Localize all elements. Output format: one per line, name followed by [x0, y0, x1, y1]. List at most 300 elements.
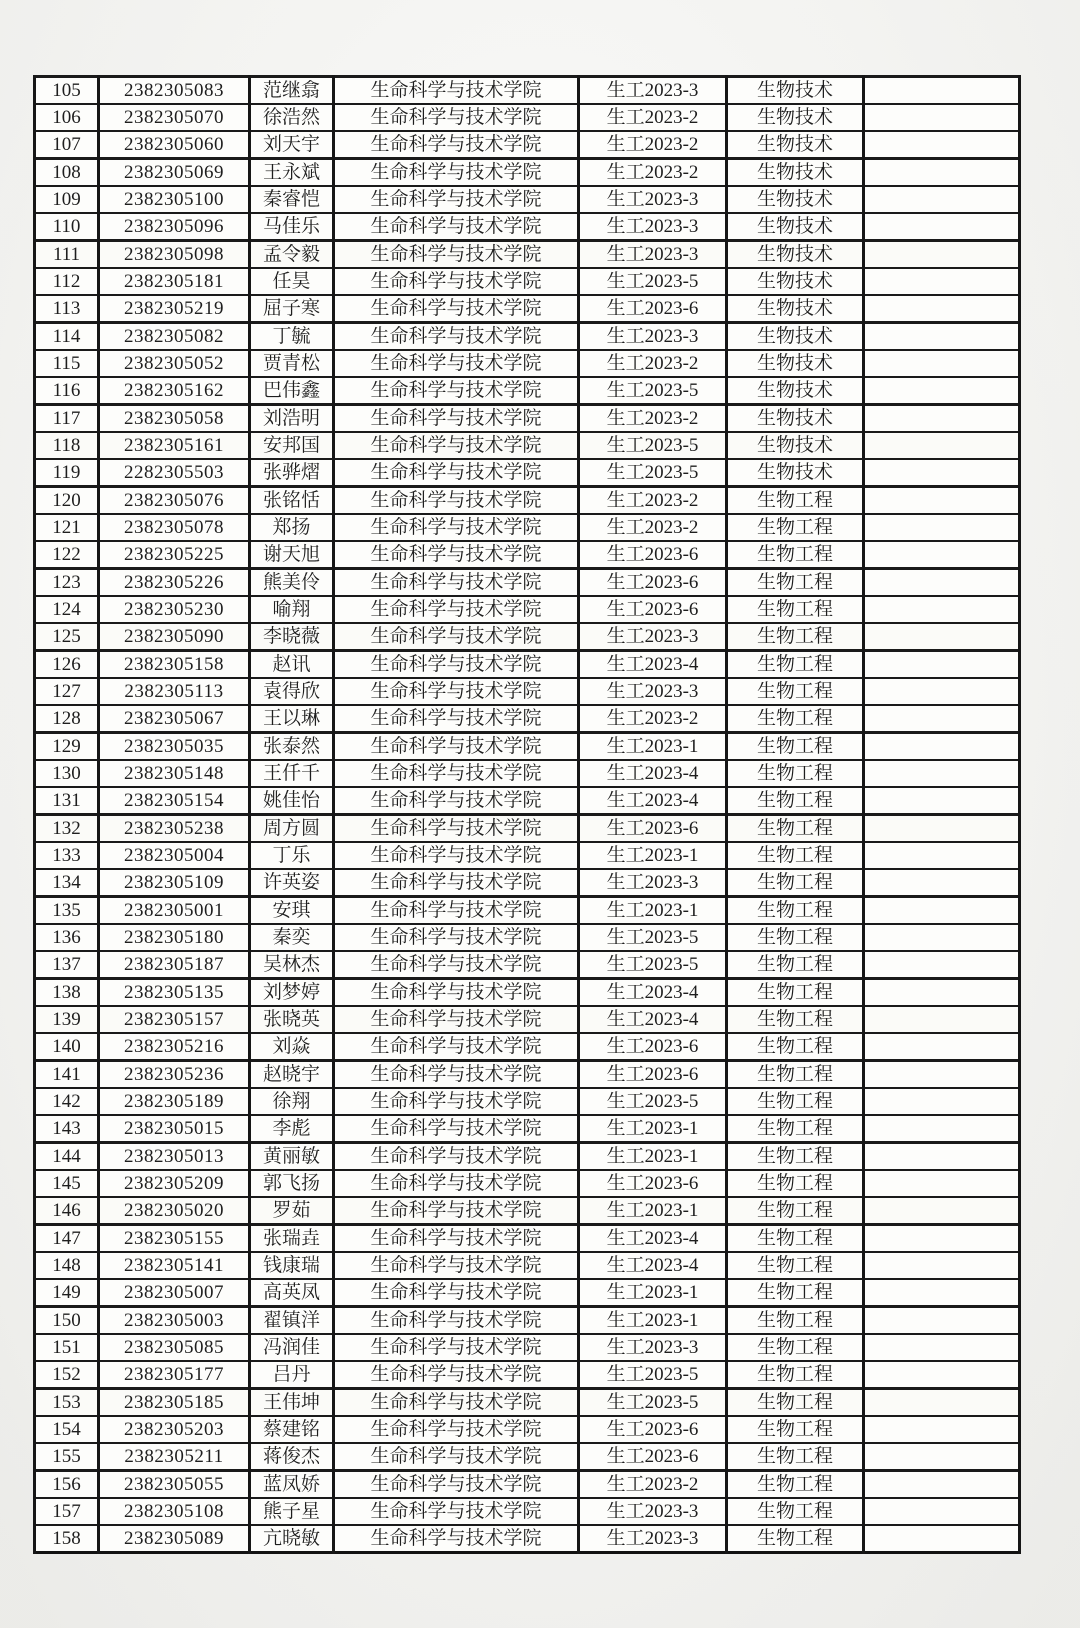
student-id-cell: 2382305058 [99, 405, 250, 433]
college-cell: 生命科学与技术学院 [334, 1061, 579, 1089]
college-cell: 生命科学与技术学院 [334, 213, 579, 241]
major-cell: 生物工程 [727, 1143, 864, 1171]
table-row [35, 869, 1020, 897]
class-cell: 生工2023-5 [579, 1389, 727, 1417]
remark-cell [864, 1088, 1020, 1115]
row-number-cell: 155 [35, 1443, 99, 1471]
row-number-cell: 157 [35, 1498, 99, 1525]
student-name-cell: 王仟千 [250, 760, 334, 787]
table-row [35, 1197, 1020, 1225]
class-cell: 生工2023-3 [579, 1334, 727, 1361]
college-cell: 生命科学与技术学院 [334, 541, 579, 569]
major-cell: 生物工程 [727, 1498, 864, 1525]
major-cell: 生物工程 [727, 869, 864, 897]
student-id-cell: 2382305020 [99, 1197, 250, 1225]
student-id-cell: 2382305109 [99, 869, 250, 897]
college-cell: 生命科学与技术学院 [334, 760, 579, 787]
student-id-cell: 2382305226 [99, 569, 250, 597]
student-name-cell: 贾青松 [250, 350, 334, 377]
table-row [35, 159, 1020, 187]
student-name-cell: 李彪 [250, 1115, 334, 1143]
major-cell: 生物工程 [727, 678, 864, 705]
college-cell: 生命科学与技术学院 [334, 951, 579, 979]
student-id-cell: 2382305069 [99, 159, 250, 187]
major-cell: 生物工程 [727, 1471, 864, 1499]
table-row [35, 131, 1020, 159]
student-name-cell: 冯润佳 [250, 1334, 334, 1361]
row-number-cell: 139 [35, 1006, 99, 1033]
major-cell: 生物技术 [727, 377, 864, 405]
major-cell: 生物工程 [727, 815, 864, 843]
student-name-cell: 巴伟鑫 [250, 377, 334, 405]
college-cell: 生命科学与技术学院 [334, 1334, 579, 1361]
row-number-cell: 117 [35, 405, 99, 433]
class-cell: 生工2023-5 [579, 924, 727, 951]
class-cell: 生工2023-2 [579, 350, 727, 377]
student-name-cell: 孟令毅 [250, 241, 334, 269]
college-cell: 生命科学与技术学院 [334, 651, 579, 679]
table-row [35, 1471, 1020, 1499]
row-number-cell: 115 [35, 350, 99, 377]
student-name-cell: 马佳乐 [250, 213, 334, 241]
student-id-cell: 2382305135 [99, 979, 250, 1007]
remark-cell [864, 951, 1020, 979]
table-row [35, 596, 1020, 623]
class-cell: 生工2023-2 [579, 1471, 727, 1499]
class-cell: 生工2023-6 [579, 1061, 727, 1089]
student-name-cell: 刘焱 [250, 1033, 334, 1061]
student-id-cell: 2382305004 [99, 842, 250, 869]
class-cell: 生工2023-3 [579, 241, 727, 269]
class-cell: 生工2023-6 [579, 596, 727, 623]
remark-cell [864, 815, 1020, 843]
remark-cell [864, 104, 1020, 131]
remark-cell [864, 733, 1020, 761]
remark-cell [864, 487, 1020, 515]
table-row [35, 350, 1020, 377]
major-cell: 生物工程 [727, 596, 864, 623]
class-cell: 生工2023-3 [579, 869, 727, 897]
college-cell: 生命科学与技术学院 [334, 1361, 579, 1389]
remark-cell [864, 760, 1020, 787]
student-name-cell: 许英姿 [250, 869, 334, 897]
remark-cell [864, 1170, 1020, 1197]
major-cell: 生物工程 [727, 1006, 864, 1033]
major-cell: 生物工程 [727, 1088, 864, 1115]
major-cell: 生物技术 [727, 405, 864, 433]
table-row [35, 1361, 1020, 1389]
student-id-cell: 2382305070 [99, 104, 250, 131]
college-cell: 生命科学与技术学院 [334, 323, 579, 351]
student-name-cell: 安琪 [250, 897, 334, 925]
row-number-cell: 111 [35, 241, 99, 269]
remark-cell [864, 295, 1020, 323]
major-cell: 生物技术 [727, 268, 864, 295]
student-name-cell: 王以琳 [250, 705, 334, 733]
student-name-cell: 秦睿恺 [250, 186, 334, 213]
class-cell: 生工2023-3 [579, 323, 727, 351]
remark-cell [864, 405, 1020, 433]
major-cell: 生物工程 [727, 1443, 864, 1471]
class-cell: 生工2023-2 [579, 159, 727, 187]
table-row [35, 541, 1020, 569]
student-name-cell: 丁乐 [250, 842, 334, 869]
major-cell: 生物工程 [727, 487, 864, 515]
college-cell: 生命科学与技术学院 [334, 1170, 579, 1197]
student-id-cell: 2382305141 [99, 1252, 250, 1279]
student-name-cell: 熊子星 [250, 1498, 334, 1525]
student-name-cell: 亢晓敏 [250, 1525, 334, 1553]
remark-cell [864, 678, 1020, 705]
major-cell: 生物工程 [727, 1170, 864, 1197]
student-id-cell: 2382305236 [99, 1061, 250, 1089]
class-cell: 生工2023-1 [579, 842, 727, 869]
remark-cell [864, 1498, 1020, 1525]
student-id-cell: 2382305015 [99, 1115, 250, 1143]
row-number-cell: 150 [35, 1307, 99, 1335]
student-id-cell: 2382305209 [99, 1170, 250, 1197]
major-cell: 生物工程 [727, 569, 864, 597]
major-cell: 生物工程 [727, 1061, 864, 1089]
student-name-cell: 范继翕 [250, 77, 334, 105]
remark-cell [864, 186, 1020, 213]
row-number-cell: 148 [35, 1252, 99, 1279]
class-cell: 生工2023-5 [579, 1361, 727, 1389]
remark-cell [864, 1307, 1020, 1335]
remark-cell [864, 1197, 1020, 1225]
major-cell: 生物工程 [727, 1033, 864, 1061]
major-cell: 生物工程 [727, 760, 864, 787]
college-cell: 生命科学与技术学院 [334, 514, 579, 541]
class-cell: 生工2023-5 [579, 268, 727, 295]
row-number-cell: 133 [35, 842, 99, 869]
remark-cell [864, 1361, 1020, 1389]
student-name-cell: 张晓英 [250, 1006, 334, 1033]
college-cell: 生命科学与技术学院 [334, 432, 579, 459]
student-name-cell: 任昊 [250, 268, 334, 295]
row-number-cell: 142 [35, 1088, 99, 1115]
table-row [35, 377, 1020, 405]
remark-cell [864, 897, 1020, 925]
student-id-cell: 2382305003 [99, 1307, 250, 1335]
major-cell: 生物技术 [727, 186, 864, 213]
class-cell: 生工2023-3 [579, 1498, 727, 1525]
remark-cell [864, 241, 1020, 269]
major-cell: 生物工程 [727, 951, 864, 979]
student-id-cell: 2382305189 [99, 1088, 250, 1115]
college-cell: 生命科学与技术学院 [334, 678, 579, 705]
class-cell: 生工2023-6 [579, 295, 727, 323]
row-number-cell: 131 [35, 787, 99, 815]
major-cell: 生物工程 [727, 1416, 864, 1443]
college-cell: 生命科学与技术学院 [334, 1115, 579, 1143]
student-id-cell: 2382305007 [99, 1279, 250, 1307]
row-number-cell: 130 [35, 760, 99, 787]
class-cell: 生工2023-3 [579, 186, 727, 213]
row-number-cell: 154 [35, 1416, 99, 1443]
class-cell: 生工2023-6 [579, 1416, 727, 1443]
remark-cell [864, 213, 1020, 241]
major-cell: 生物工程 [727, 1307, 864, 1335]
student-name-cell: 吕丹 [250, 1361, 334, 1389]
college-cell: 生命科学与技术学院 [334, 1252, 579, 1279]
student-id-cell: 2382305162 [99, 377, 250, 405]
remark-cell [864, 541, 1020, 569]
student-id-cell: 2382305187 [99, 951, 250, 979]
student-name-cell: 罗茹 [250, 1197, 334, 1225]
class-cell: 生工2023-2 [579, 405, 727, 433]
remark-cell [864, 1033, 1020, 1061]
table-row [35, 1307, 1020, 1335]
student-id-cell: 2382305185 [99, 1389, 250, 1417]
row-number-cell: 153 [35, 1389, 99, 1417]
remark-cell [864, 432, 1020, 459]
college-cell: 生命科学与技术学院 [334, 1525, 579, 1553]
student-id-cell: 2382305211 [99, 1443, 250, 1471]
major-cell: 生物工程 [727, 733, 864, 761]
major-cell: 生物技术 [727, 350, 864, 377]
row-number-cell: 158 [35, 1525, 99, 1553]
college-cell: 生命科学与技术学院 [334, 1389, 579, 1417]
class-cell: 生工2023-6 [579, 1033, 727, 1061]
college-cell: 生命科学与技术学院 [334, 1498, 579, 1525]
student-id-cell: 2382305067 [99, 705, 250, 733]
major-cell: 生物技术 [727, 295, 864, 323]
class-cell: 生工2023-5 [579, 432, 727, 459]
row-number-cell: 136 [35, 924, 99, 951]
row-number-cell: 132 [35, 815, 99, 843]
student-name-cell: 李晓薇 [250, 623, 334, 651]
student-name-cell: 袁得欣 [250, 678, 334, 705]
student-id-cell: 2382305113 [99, 678, 250, 705]
student-id-cell: 2382305001 [99, 897, 250, 925]
major-cell: 生物工程 [727, 1334, 864, 1361]
student-name-cell: 蒋俊杰 [250, 1443, 334, 1471]
row-number-cell: 128 [35, 705, 99, 733]
student-id-cell: 2382305085 [99, 1334, 250, 1361]
class-cell: 生工2023-3 [579, 1525, 727, 1553]
student-id-cell: 2382305082 [99, 323, 250, 351]
college-cell: 生命科学与技术学院 [334, 268, 579, 295]
student-id-cell: 2282305503 [99, 459, 250, 487]
student-id-cell: 2382305100 [99, 186, 250, 213]
major-cell: 生物技术 [727, 323, 864, 351]
class-cell: 生工2023-1 [579, 1115, 727, 1143]
remark-cell [864, 323, 1020, 351]
class-cell: 生工2023-1 [579, 733, 727, 761]
remark-cell [864, 596, 1020, 623]
class-cell: 生工2023-5 [579, 459, 727, 487]
row-number-cell: 114 [35, 323, 99, 351]
major-cell: 生物工程 [727, 705, 864, 733]
student-id-cell: 2382305225 [99, 541, 250, 569]
college-cell: 生命科学与技术学院 [334, 1197, 579, 1225]
student-id-cell: 2382305148 [99, 760, 250, 787]
remark-cell [864, 569, 1020, 597]
class-cell: 生工2023-6 [579, 815, 727, 843]
college-cell: 生命科学与技术学院 [334, 924, 579, 951]
row-number-cell: 140 [35, 1033, 99, 1061]
student-name-cell: 谢天旭 [250, 541, 334, 569]
student-name-cell: 蓝凤娇 [250, 1471, 334, 1499]
row-number-cell: 105 [35, 77, 99, 105]
college-cell: 生命科学与技术学院 [334, 787, 579, 815]
student-name-cell: 秦奕 [250, 924, 334, 951]
class-cell: 生工2023-2 [579, 705, 727, 733]
major-cell: 生物工程 [727, 897, 864, 925]
remark-cell [864, 651, 1020, 679]
class-cell: 生工2023-4 [579, 787, 727, 815]
table-row [35, 623, 1020, 651]
remark-cell [864, 705, 1020, 733]
row-number-cell: 109 [35, 186, 99, 213]
class-cell: 生工2023-4 [579, 651, 727, 679]
remark-cell [864, 131, 1020, 159]
major-cell: 生物工程 [727, 979, 864, 1007]
table-row [35, 213, 1020, 241]
student-name-cell: 郭飞扬 [250, 1170, 334, 1197]
student-name-cell: 周方圆 [250, 815, 334, 843]
remark-cell [864, 377, 1020, 405]
college-cell: 生命科学与技术学院 [334, 733, 579, 761]
college-cell: 生命科学与技术学院 [334, 1143, 579, 1171]
class-cell: 生工2023-4 [579, 1006, 727, 1033]
row-number-cell: 144 [35, 1143, 99, 1171]
student-name-cell: 黄丽敏 [250, 1143, 334, 1171]
college-cell: 生命科学与技术学院 [334, 350, 579, 377]
class-cell: 生工2023-1 [579, 1279, 727, 1307]
college-cell: 生命科学与技术学院 [334, 1416, 579, 1443]
table-row [35, 1115, 1020, 1143]
student-id-cell: 2382305078 [99, 514, 250, 541]
student-name-cell: 王永斌 [250, 159, 334, 187]
row-number-cell: 122 [35, 541, 99, 569]
major-cell: 生物工程 [727, 1225, 864, 1253]
table-row [35, 241, 1020, 269]
row-number-cell: 110 [35, 213, 99, 241]
student-roster-table [33, 75, 1021, 1554]
college-cell: 生命科学与技术学院 [334, 842, 579, 869]
college-cell: 生命科学与技术学院 [334, 979, 579, 1007]
student-id-cell: 2382305157 [99, 1006, 250, 1033]
college-cell: 生命科学与技术学院 [334, 131, 579, 159]
student-id-cell: 2382305158 [99, 651, 250, 679]
row-number-cell: 156 [35, 1471, 99, 1499]
remark-cell [864, 1443, 1020, 1471]
major-cell: 生物技术 [727, 131, 864, 159]
college-cell: 生命科学与技术学院 [334, 1279, 579, 1307]
class-cell: 生工2023-1 [579, 897, 727, 925]
table-row [35, 323, 1020, 351]
remark-cell [864, 459, 1020, 487]
student-name-cell: 姚佳怡 [250, 787, 334, 815]
remark-cell [864, 514, 1020, 541]
student-name-cell: 刘浩明 [250, 405, 334, 433]
student-name-cell: 熊美伶 [250, 569, 334, 597]
table-row [35, 1061, 1020, 1089]
row-number-cell: 135 [35, 897, 99, 925]
class-cell: 生工2023-6 [579, 569, 727, 597]
table-row [35, 1170, 1020, 1197]
college-cell: 生命科学与技术学院 [334, 623, 579, 651]
class-cell: 生工2023-6 [579, 541, 727, 569]
student-id-cell: 2382305161 [99, 432, 250, 459]
remark-cell [864, 77, 1020, 105]
row-number-cell: 141 [35, 1061, 99, 1089]
college-cell: 生命科学与技术学院 [334, 241, 579, 269]
college-cell: 生命科学与技术学院 [334, 487, 579, 515]
student-name-cell: 王伟坤 [250, 1389, 334, 1417]
college-cell: 生命科学与技术学院 [334, 569, 579, 597]
remark-cell [864, 1061, 1020, 1089]
student-id-cell: 2382305180 [99, 924, 250, 951]
table-row [35, 760, 1020, 787]
class-cell: 生工2023-1 [579, 1143, 727, 1171]
college-cell: 生命科学与技术学院 [334, 405, 579, 433]
student-id-cell: 2382305060 [99, 131, 250, 159]
row-number-cell: 151 [35, 1334, 99, 1361]
remark-cell [864, 1525, 1020, 1553]
table-row [35, 77, 1020, 105]
college-cell: 生命科学与技术学院 [334, 104, 579, 131]
remark-cell [864, 1006, 1020, 1033]
remark-cell [864, 1334, 1020, 1361]
class-cell: 生工2023-1 [579, 1197, 727, 1225]
remark-cell [864, 1225, 1020, 1253]
college-cell: 生命科学与技术学院 [334, 186, 579, 213]
college-cell: 生命科学与技术学院 [334, 705, 579, 733]
student-name-cell: 赵讯 [250, 651, 334, 679]
class-cell: 生工2023-2 [579, 104, 727, 131]
class-cell: 生工2023-3 [579, 678, 727, 705]
row-number-cell: 124 [35, 596, 99, 623]
college-cell: 生命科学与技术学院 [334, 1471, 579, 1499]
remark-cell [864, 1279, 1020, 1307]
row-number-cell: 143 [35, 1115, 99, 1143]
row-number-cell: 126 [35, 651, 99, 679]
row-number-cell: 121 [35, 514, 99, 541]
college-cell: 生命科学与技术学院 [334, 1006, 579, 1033]
student-id-cell: 2382305177 [99, 1361, 250, 1389]
major-cell: 生物技术 [727, 459, 864, 487]
row-number-cell: 106 [35, 104, 99, 131]
table-row [35, 268, 1020, 295]
class-cell: 生工2023-4 [579, 979, 727, 1007]
row-number-cell: 125 [35, 623, 99, 651]
student-id-cell: 2382305238 [99, 815, 250, 843]
student-name-cell: 翟镇洋 [250, 1307, 334, 1335]
remark-cell [864, 350, 1020, 377]
table-row [35, 1033, 1020, 1061]
row-number-cell: 145 [35, 1170, 99, 1197]
college-cell: 生命科学与技术学院 [334, 295, 579, 323]
major-cell: 生物技术 [727, 432, 864, 459]
student-name-cell: 高英凤 [250, 1279, 334, 1307]
student-name-cell: 蔡建铭 [250, 1416, 334, 1443]
class-cell: 生工2023-4 [579, 1225, 727, 1253]
table-row [35, 1143, 1020, 1171]
table-row [35, 1006, 1020, 1033]
remark-cell [864, 1143, 1020, 1171]
table-row [35, 514, 1020, 541]
remark-cell [864, 1389, 1020, 1417]
student-id-cell: 2382305076 [99, 487, 250, 515]
student-id-cell: 2382305052 [99, 350, 250, 377]
student-id-cell: 2382305035 [99, 733, 250, 761]
student-name-cell: 刘天宇 [250, 131, 334, 159]
table-row [35, 487, 1020, 515]
college-cell: 生命科学与技术学院 [334, 77, 579, 105]
